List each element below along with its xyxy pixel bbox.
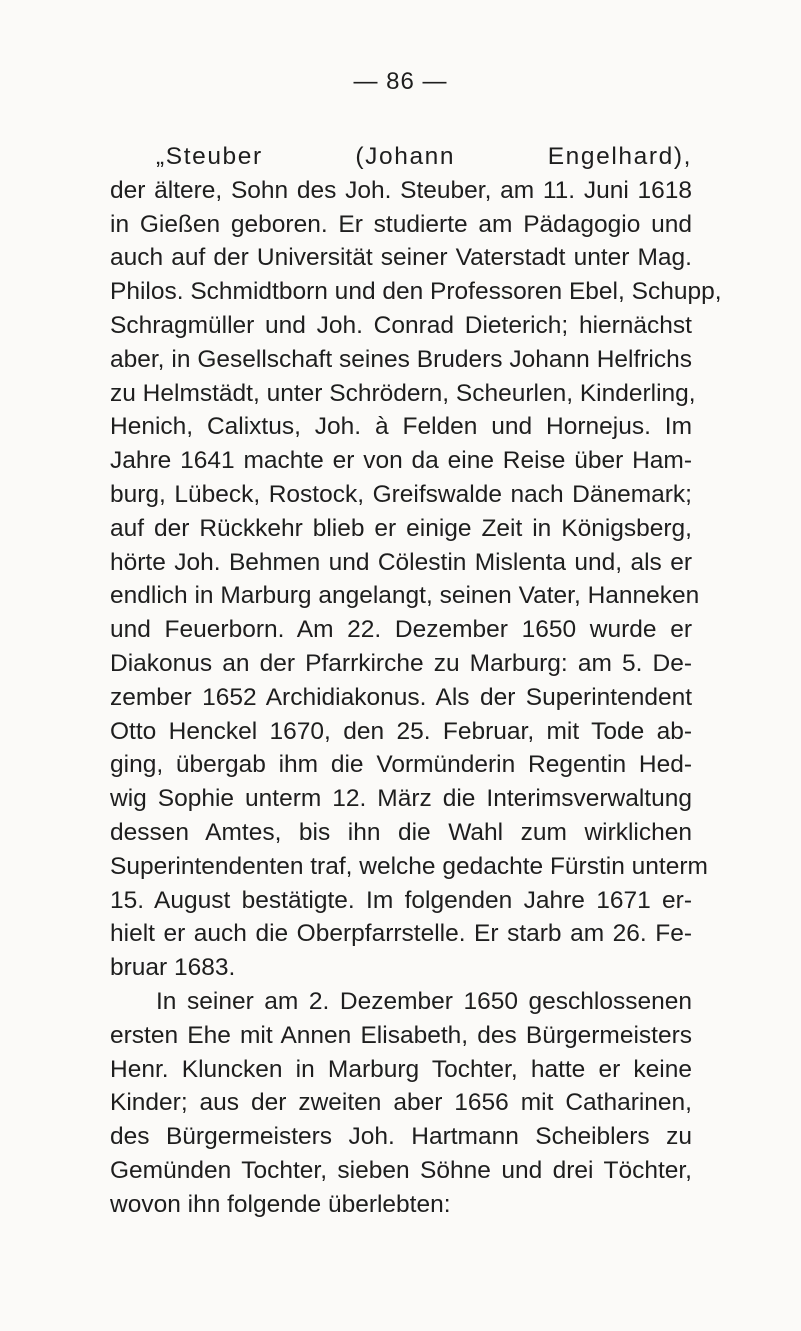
- text-line: bruar 1683.: [110, 954, 236, 982]
- text-line: Kinder; aus der zweiten aber 1656 mit Catharinen,: [110, 1089, 692, 1117]
- text-line: zu Helmstädt, unter Schrödern, Scheurlen, Kinderling,: [110, 379, 696, 407]
- text-line: hörte Joh. Behmen und Cölestin Mislenta und, als er: [110, 548, 692, 576]
- text-line: Schragmüller und Joh. Conrad Dieterich; hiernächst: [110, 311, 692, 339]
- heading-line: „Steuber (Johann Engelhard),: [156, 143, 692, 170]
- text-line: in Gießen geboren. Er studierte am Pädagogio und: [110, 210, 692, 238]
- text-line: endlich in Marburg angelangt, seinen Vater, Hanneken: [110, 582, 700, 610]
- page-number: — 86 —: [353, 68, 448, 95]
- text-line: auf der Rückkehr blieb er einige Zeit in Königsberg,: [110, 514, 692, 542]
- text-line: zember 1652 Archidiakonus. Als der Superintendent: [110, 683, 692, 711]
- text-line: ging, übergab ihm die Vormünderin Regentin Hed-: [110, 751, 692, 779]
- text-line: 15. August bestätigte. Im folgenden Jahre 1671 er-: [110, 886, 692, 914]
- text-line: auch auf der Universität seiner Vaterstadt unter Mag.: [110, 244, 692, 272]
- text-line: hielt er auch die Oberpfarrstelle. Er starb am 26. Fe-: [110, 920, 692, 948]
- text-line: Philos. Schmidtborn und den Professoren Ebel, Schupp,: [110, 278, 722, 306]
- text-line: des Bürgermeisters Joh. Hartmann Scheiblers zu: [110, 1123, 692, 1151]
- text-line: aber, in Gesellschaft seines Bruders Johann Helfrichs: [110, 345, 692, 373]
- text-line: und Feuerborn. Am 22. Dezember 1650 wurde er: [110, 616, 692, 644]
- text-line: Gemünden Tochter, sieben Söhne und drei Töchter,: [110, 1156, 692, 1184]
- paragraph-start-line: In seiner am 2. Dezember 1650 geschlossenen: [156, 987, 692, 1015]
- text-line: Otto Henckel 1670, den 25. Februar, mit Tode ab-: [110, 717, 692, 745]
- text-line: Jahre 1641 machte er von da eine Reise über Ham-: [110, 447, 692, 475]
- text-line: der ältere, Sohn des Joh. Steuber, am 11. Juni 1618: [110, 176, 692, 204]
- text-line: Henr. Kluncken in Marburg Tochter, hatte er keine: [110, 1055, 692, 1083]
- text-line: wovon ihn folgende überlebten:: [110, 1190, 451, 1218]
- text-line: Henich, Calixtus, Joh. à Felden und Hornejus. Im: [110, 413, 692, 441]
- text-line: Diakonus an der Pfarrkirche zu Marburg: am 5. De-: [110, 649, 692, 677]
- text-line: dessen Amtes, bis ihn die Wahl zum wirklichen: [110, 818, 692, 846]
- text-line: Superintendenten traf, welche gedachte Fürstin unterm: [110, 852, 708, 880]
- text-line: wig Sophie unterm 12. März die Interimsverwaltung: [110, 785, 692, 813]
- text-line: burg, Lübeck, Rostock, Greifswalde nach Dänemark;: [110, 480, 692, 508]
- document-body: [110, 140, 722, 1222]
- text-line: ersten Ehe mit Annen Elisabeth, des Bürgermeisters: [110, 1021, 692, 1049]
